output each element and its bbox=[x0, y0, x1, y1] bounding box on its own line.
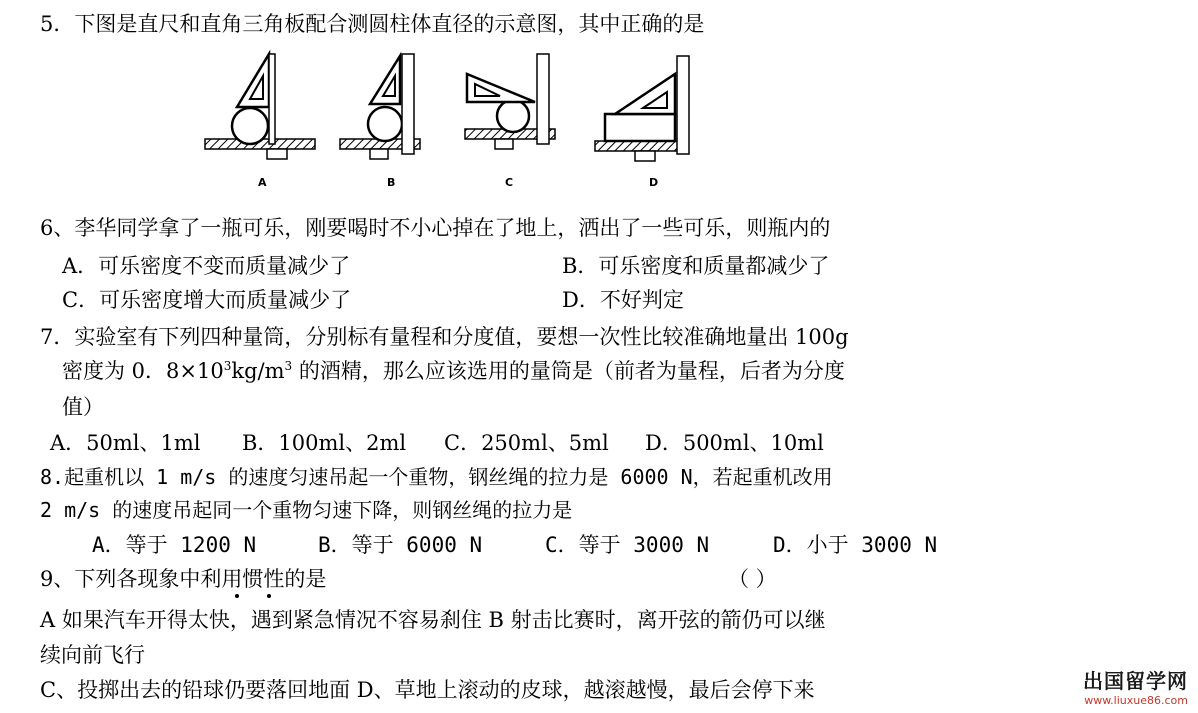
q7-option-d: D．500ml、10ml bbox=[645, 431, 824, 455]
q6-option-b: B．可乐密度和质量都减少了 bbox=[562, 254, 830, 278]
diagram-c bbox=[465, 54, 555, 149]
q8-option-d: D．小于 3000 N bbox=[773, 533, 938, 557]
q7-option-a: A．50ml、1ml bbox=[50, 431, 201, 455]
figure-label-b: B bbox=[387, 176, 396, 189]
emphasis-dot bbox=[267, 594, 271, 598]
q9-text: 9、下列各现象中利用惯性的是 bbox=[40, 567, 327, 591]
q7-line-3: 值） bbox=[62, 395, 104, 419]
diagram-b bbox=[340, 54, 420, 159]
diagram-a bbox=[205, 54, 315, 159]
watermark-title: 出国留学网 bbox=[1083, 669, 1188, 693]
watermark-logo bbox=[1083, 665, 1188, 707]
q7-exp-1: 3 bbox=[223, 359, 232, 373]
q7-unit: kg/m bbox=[231, 359, 285, 383]
q5-text: 5．下图是直尺和直角三角板配合测圆柱体直径的示意图，其中正确的是 bbox=[40, 12, 705, 36]
q5-figure bbox=[195, 44, 715, 194]
emphasis-dot bbox=[235, 594, 239, 598]
q9-line-a: A 如果汽车开得太快，遇到紧急情况不容易刹住 B 射击比赛时，离开弦的箭仍可以继 bbox=[40, 608, 826, 632]
figure-label-a: A bbox=[258, 176, 267, 189]
q7-option-c: C．250ml、5ml bbox=[444, 431, 609, 455]
q8-option-b: B．等于 6000 N bbox=[318, 533, 483, 557]
figure-label-d: D bbox=[649, 176, 659, 189]
q6-text: 6、李华同学拿了一瓶可乐，刚要喝时不小心掉在了地上，洒出了一些可乐，则瓶内的 bbox=[40, 216, 831, 240]
q7-line-2-pre: 密度为 0．8×10 bbox=[62, 359, 224, 383]
q8-option-c: C．等于 3000 N bbox=[545, 533, 710, 557]
q8-option-a: A．等于 1200 N bbox=[92, 533, 257, 557]
q8-line-1: 8.起重机以 1 m/s 的速度匀速吊起一个重物，钢丝绳的拉力是 6000 N，若起重机改用 bbox=[40, 465, 833, 489]
q6-option-a: A．可乐密度不变而质量减少了 bbox=[62, 254, 351, 278]
q9-line-a2: 续向前飞行 bbox=[40, 643, 145, 667]
q6-option-c: C．可乐密度增大而质量减少了 bbox=[62, 288, 352, 312]
q9-answer-bracket: （ ） bbox=[728, 567, 777, 591]
q9-line-c: C、投掷出去的铅球仍要落回地面 D、草地上滚动的皮球，越滚越慢，最后会停下来 bbox=[40, 678, 815, 702]
q7-option-b: B．100ml、2ml bbox=[242, 431, 407, 455]
q7-line-2-post: 的酒精，那么应该选用的量筒是（前者为量程，后者为分度 bbox=[292, 359, 845, 383]
q8-line-2: 2 m/s 的速度吊起同一个重物匀速下降，则钢丝绳的拉力是 bbox=[40, 498, 573, 522]
watermark-url: www.liuxue86.com bbox=[1084, 694, 1188, 707]
q7-exp-2: 3 bbox=[284, 359, 293, 373]
q7-line-2 bbox=[62, 359, 845, 383]
figure-label-c: C bbox=[505, 176, 514, 189]
diagram-d bbox=[595, 56, 689, 161]
q6-option-d: D．不好判定 bbox=[562, 288, 684, 312]
q7-line-1: 7．实验室有下列四种量筒，分别标有量程和分度值，要想一次性比较准确地量出 100g bbox=[40, 325, 849, 349]
